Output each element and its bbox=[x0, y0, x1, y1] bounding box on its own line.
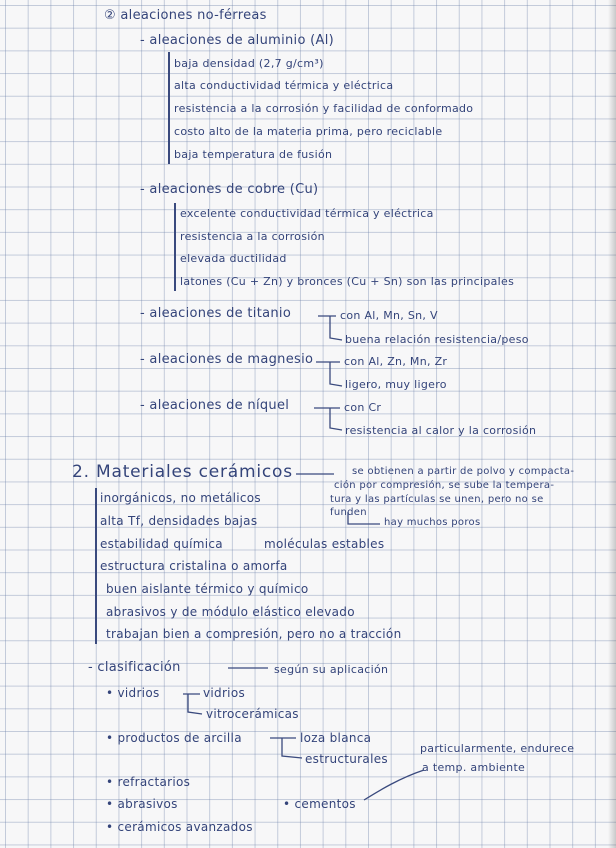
aluminum-item: resistencia a la corrosión y facilidad de conformado bbox=[174, 102, 474, 115]
ceramics-item: buen aislante térmico y químico bbox=[106, 582, 309, 596]
ceramics-item: estabilidad química bbox=[100, 537, 223, 551]
classification-title: - clasificación bbox=[88, 660, 181, 675]
magnesium-title: - aleaciones de magnesio bbox=[140, 352, 314, 367]
titanium-item: buena relación resistencia/peso bbox=[345, 333, 529, 346]
clay-sub: loza blanca bbox=[300, 731, 372, 745]
copper-item: excelente conductividad térmica y eléctrica bbox=[180, 207, 434, 220]
class-cements: • cementos bbox=[283, 797, 356, 811]
magnesium-connector bbox=[330, 362, 342, 386]
page-edge-shadow bbox=[608, 0, 616, 848]
cement-note-arrow bbox=[364, 770, 424, 800]
nickel-title: - aleaciones de níquel bbox=[140, 398, 290, 413]
aluminum-item: baja densidad (2,7 g/cm³) bbox=[174, 57, 324, 70]
class-abrasive: • abrasivos bbox=[106, 797, 178, 811]
bracket-line bbox=[174, 203, 176, 291]
ceramics-item: abrasivos y de módulo elástico elevado bbox=[106, 605, 355, 619]
nickel-item: con Cr bbox=[344, 401, 382, 414]
magnesium-item: con Al, Zn, Mn, Zr bbox=[344, 355, 448, 368]
titanium-title: - aleaciones de titanio bbox=[140, 306, 292, 321]
ceramics-item: inorgánicos, no metálicos bbox=[100, 491, 261, 505]
titanium-item: con Al, Mn, Sn, V bbox=[340, 309, 438, 322]
bracket-line bbox=[95, 488, 97, 644]
copper-item: resistencia a la corrosión bbox=[180, 230, 325, 243]
aluminum-title: - aleaciones de aluminio (Al) bbox=[140, 33, 334, 48]
aluminum-item: alta conductividad térmica y eléctrica bbox=[174, 79, 394, 92]
magnesium-item: ligero, muy ligero bbox=[345, 378, 447, 391]
copper-title: - aleaciones de cobre (Cu) bbox=[140, 182, 319, 197]
clay-connector bbox=[282, 738, 302, 758]
class-glass: • vidrios bbox=[106, 686, 160, 700]
aluminum-item: baja temperatura de fusión bbox=[174, 148, 333, 161]
glass-sub: vidrios bbox=[203, 686, 246, 700]
class-refractory: • refractarios bbox=[106, 775, 191, 789]
nickel-connector bbox=[330, 408, 342, 430]
ceramics-item: alta Tf, densidades bajas bbox=[100, 514, 258, 528]
class-clay: • productos de arcilla bbox=[106, 731, 242, 745]
glass-sub: vitrocerámicas bbox=[206, 707, 299, 721]
cement-note: particularmente, endurece bbox=[420, 742, 575, 755]
nickel-item: resistencia al calor y la corrosión bbox=[345, 424, 537, 437]
class-advanced: • cerámicos avanzados bbox=[106, 820, 253, 834]
side-note-sub: hay muchos poros bbox=[384, 517, 481, 528]
section-title: aleaciones no-férreas bbox=[120, 8, 267, 23]
ceramics-heading: 2. Materiales cerámicos bbox=[72, 462, 293, 482]
side-note-line: tura y las partículas se unen, pero no se bbox=[330, 494, 544, 505]
section-marker: ② bbox=[104, 8, 116, 23]
classification-criterion: según su aplicación bbox=[274, 663, 389, 676]
section-heading-nonferrous bbox=[104, 8, 267, 23]
side-note-line: ción por compresión, se sube la tempera- bbox=[334, 480, 555, 491]
copper-item: elevada ductilidad bbox=[180, 252, 287, 265]
cement-note: a temp. ambiente bbox=[422, 761, 526, 774]
aluminum-item: costo alto de la materia prima, pero reciclable bbox=[174, 125, 443, 138]
side-note-line: funden bbox=[330, 507, 367, 518]
bracket-line bbox=[168, 52, 170, 164]
ceramics-item: estructura cristalina o amorfa bbox=[100, 559, 288, 573]
side-note-line: se obtienen a partir de polvo y compacta- bbox=[352, 466, 575, 477]
ceramics-item: trabajan bien a compresión, pero no a tracción bbox=[106, 627, 402, 641]
stable-molecules: moléculas estables bbox=[264, 537, 385, 551]
glass-connector bbox=[188, 694, 202, 714]
clay-sub: estructurales bbox=[305, 752, 388, 766]
copper-item: latones (Cu + Zn) y bronces (Cu + Sn) son las principales bbox=[180, 275, 515, 288]
